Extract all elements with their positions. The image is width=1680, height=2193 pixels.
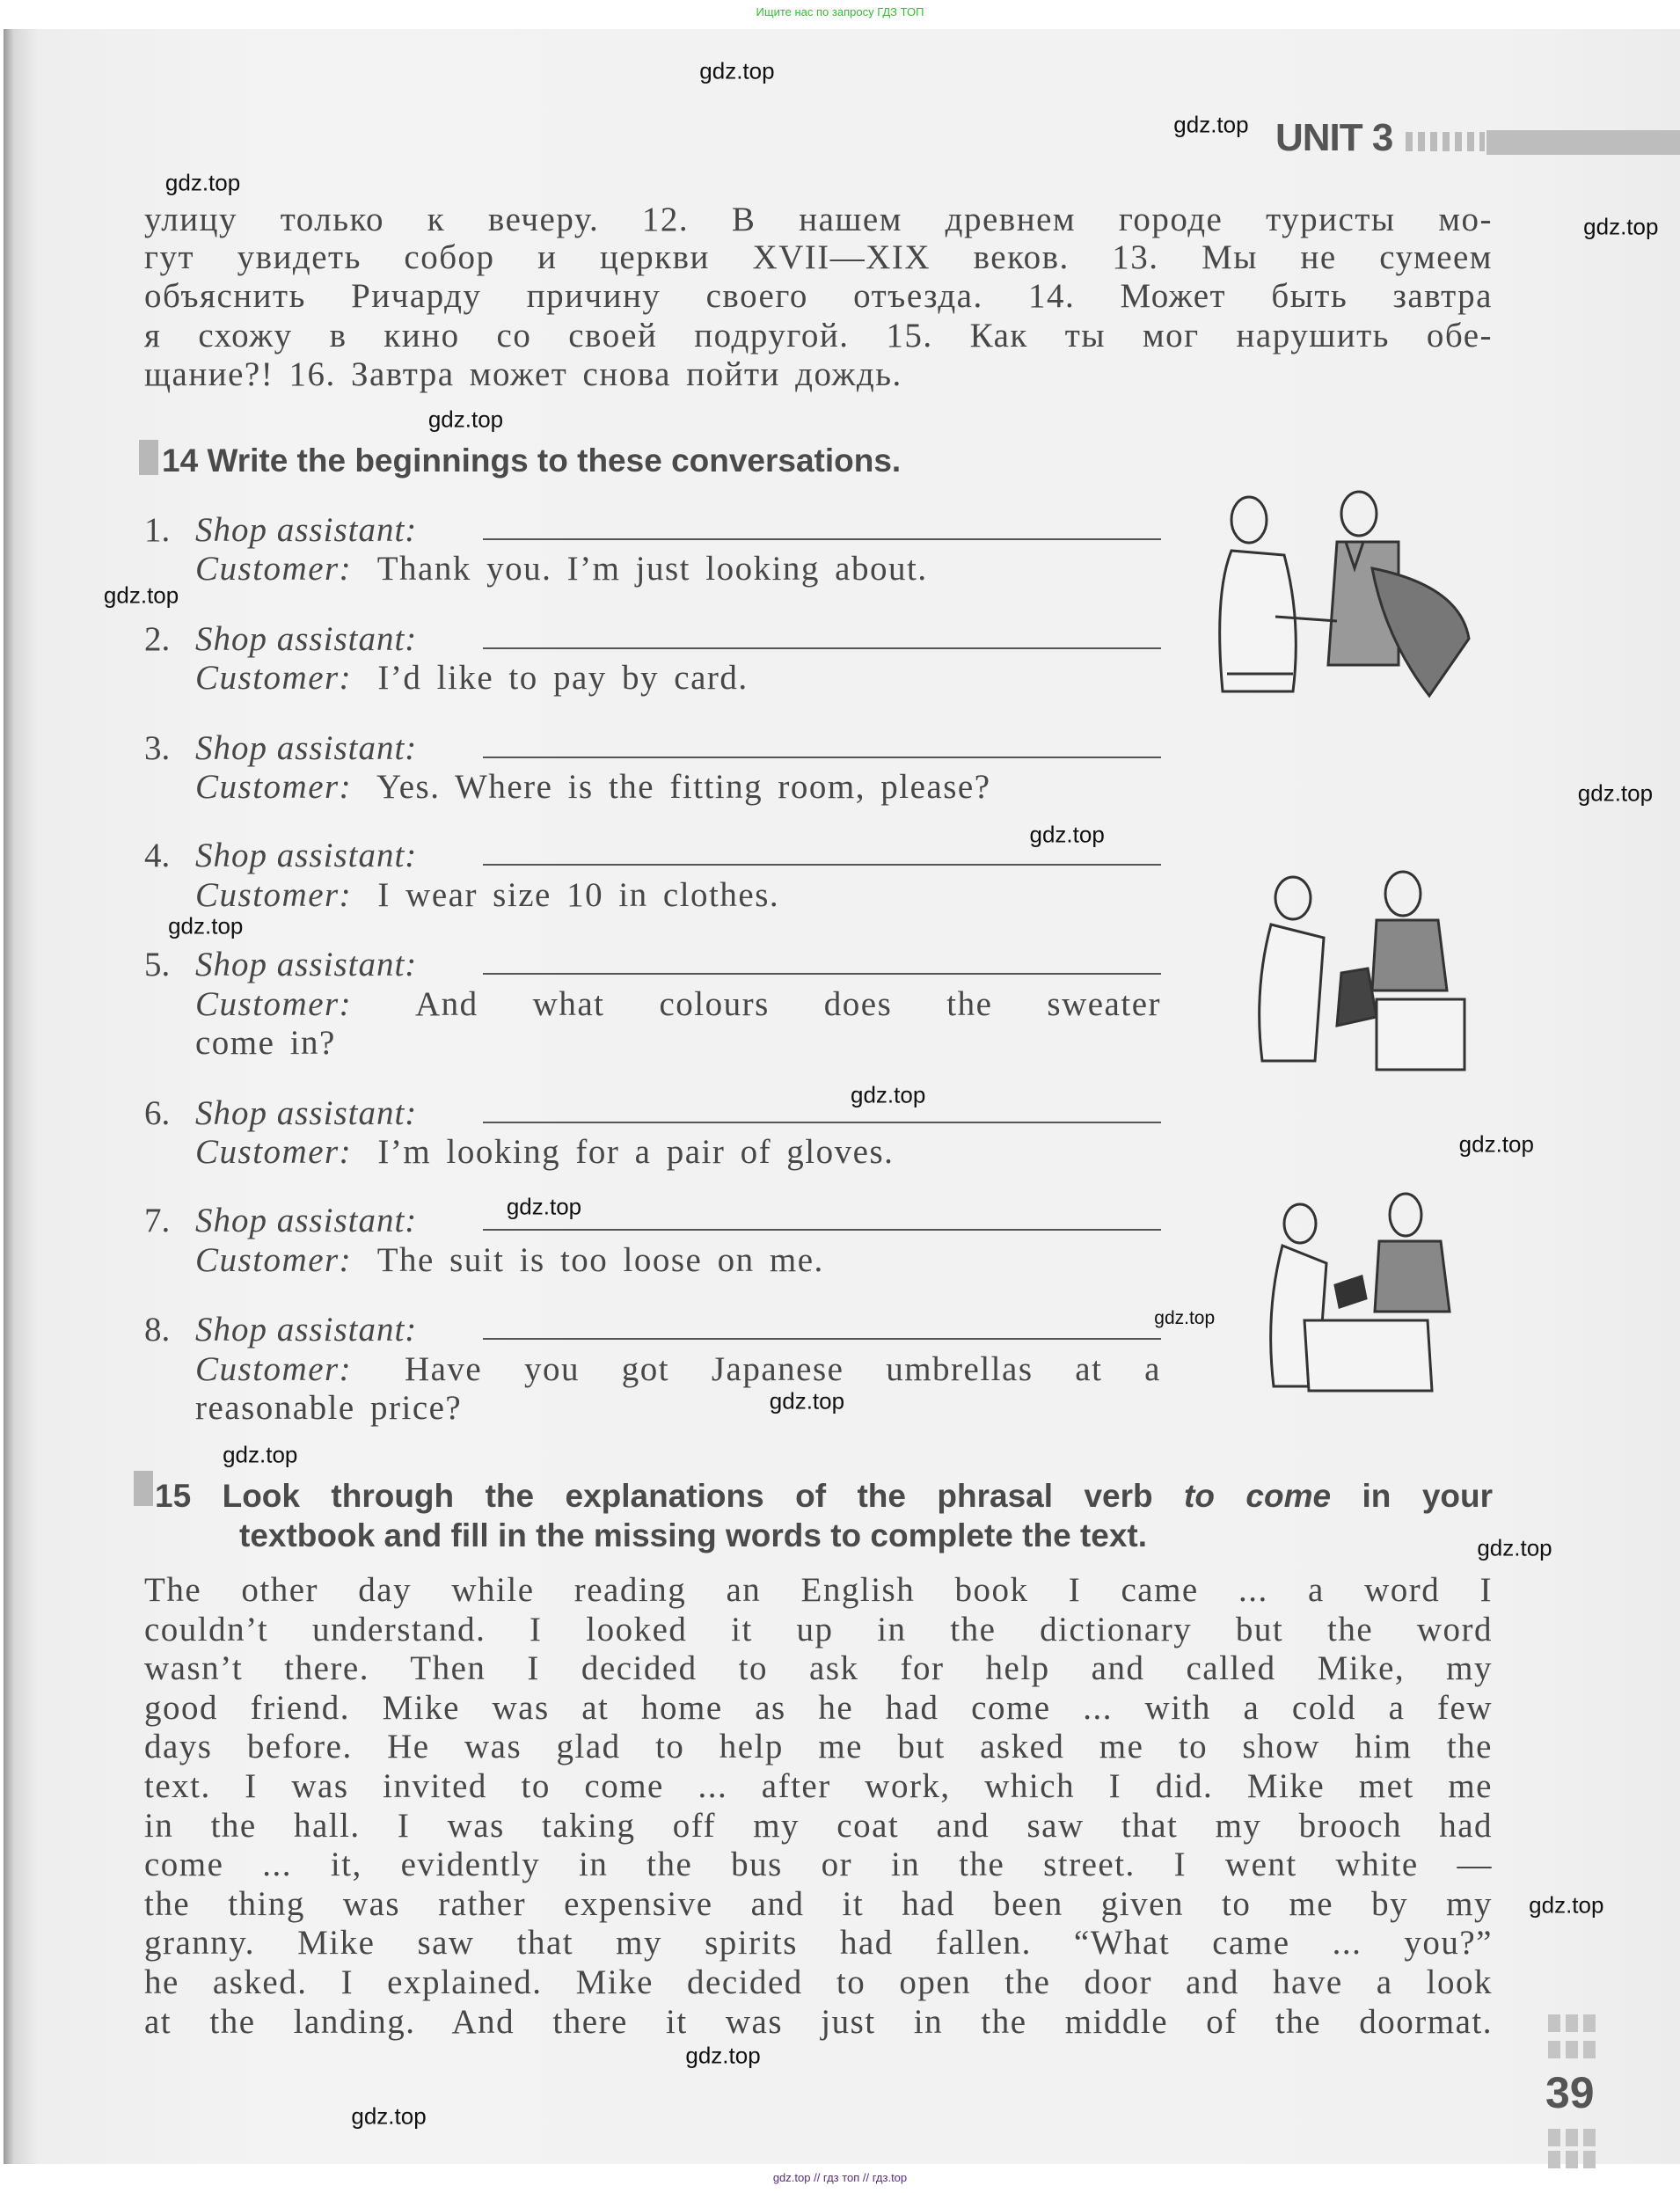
customer-line: [195, 549, 928, 588]
customer-text: I wear size 10 in clothes.: [377, 876, 780, 914]
answer-blank-line[interactable]: [483, 973, 1161, 975]
russian-line: щание?! 16. Завтра может снова пойти дождь.: [144, 355, 902, 393]
watermark: gdz.top: [1583, 213, 1659, 240]
watermark: gdz.top: [699, 57, 775, 84]
watermark: gdz.top: [103, 581, 179, 609]
exercise-title: Look through the explanations of the phrasal verb: [222, 1478, 1153, 1514]
unit-header-bar: [1486, 130, 1680, 155]
shop-assistant-label: Shop assistant:: [195, 729, 418, 767]
item-number: 5.: [144, 946, 171, 983]
russian-line: я схожу в кино со своей подругой. 15. Как ты мог нарушить обе-: [144, 317, 1493, 355]
exercise-title-emphasis: to come: [1184, 1478, 1332, 1514]
customer-label: Customer:: [195, 985, 353, 1023]
illustration-gloves-shop: [1252, 1188, 1480, 1395]
page-edge-tab: [1548, 2129, 1601, 2146]
sweater: [1337, 969, 1377, 1026]
watermark: gdz.top: [1154, 1308, 1216, 1329]
customer-line-continued: reasonable price?: [195, 1389, 463, 1427]
customer-text: I’m looking for a pair of gloves.: [377, 1133, 895, 1171]
customer-line: [195, 1132, 894, 1172]
customer-text: I’d like to pay by card.: [377, 659, 749, 697]
customer-text: The suit is too loose on me.: [376, 1241, 824, 1279]
exercise-15-heading-line2: textbook and fill in the missing words to complete the text.: [239, 1517, 1148, 1553]
exercise-15-text-line: at the landing. And there it was just in the middle of the doormat.: [144, 2002, 1493, 2041]
page-edge-tab: [1548, 2041, 1601, 2058]
customer-text: Have you got Japanese umbrellas at a: [404, 1350, 1161, 1388]
watermark: gdz.top: [223, 1441, 298, 1468]
exercise-15-text-line: come ... it, evidently in the bus or in the street. I went white —: [144, 1846, 1493, 1884]
watermark: gdz.top: [1458, 1130, 1534, 1158]
shop-assistant-label: Shop assistant:: [195, 1202, 418, 1239]
exercise-15-text-line: granny. Mike saw that my spirits had fallen. “What came ... you?”: [144, 1924, 1493, 1963]
unit-header: UNIT 3: [1275, 116, 1393, 159]
watermark: gdz.top: [506, 1193, 582, 1220]
customer-label: Customer:: [195, 768, 353, 806]
item-number: 3.: [144, 729, 171, 767]
page-edge-tab: [1548, 2014, 1601, 2032]
item-number: 4.: [144, 837, 171, 874]
item-number: 7.: [144, 1202, 171, 1239]
watermark: gdz.top: [685, 2042, 761, 2069]
customer-head: [1231, 497, 1267, 543]
customer-text: And what colours does the sweater: [415, 985, 1161, 1023]
answer-blank-line[interactable]: [483, 1122, 1161, 1123]
answer-blank-line[interactable]: [483, 1229, 1161, 1231]
shop-assistant-label: Shop assistant:: [195, 1094, 418, 1132]
exercise-14-heading: [162, 442, 901, 479]
watermark: gdz.top: [850, 1081, 926, 1108]
answer-blank-line[interactable]: [483, 757, 1161, 758]
shop-assistant-label: Shop assistant:: [195, 511, 418, 549]
customer-label: Customer:: [195, 876, 353, 914]
customer-label: Customer:: [195, 1133, 353, 1171]
answer-blank-line[interactable]: [483, 1338, 1161, 1340]
exercise-15-text-line: in the hall. I was taking off my coat and saw that my brooch had: [144, 1806, 1493, 1845]
customer-text: Thank you. I’m just looking about.: [376, 550, 928, 588]
customer-text: Yes. Where is the fitting room, please?: [376, 768, 991, 806]
exercise-number: 15: [155, 1478, 192, 1514]
russian-line: улицу только к вечеру. 12. В нашем древнем городе туристы мо-: [144, 201, 1493, 238]
item-number: 8.: [144, 1311, 171, 1349]
customer-line: [195, 658, 749, 698]
exercise-15-text-line: good friend. Mike was at home as he had come ... with a cold a few: [144, 1688, 1493, 1727]
exercise-15-text-line: wasn’t there. Then I decided to ask for help and called Mike, my: [144, 1649, 1493, 1688]
watermark: gdz.top: [1477, 1534, 1552, 1561]
gloves: [1335, 1276, 1366, 1307]
item-number: 6.: [144, 1094, 171, 1132]
watermark: gdz.top: [168, 912, 244, 939]
answer-blank-line[interactable]: [483, 538, 1161, 540]
customer-line: [195, 1349, 1161, 1389]
exercise-marker-icon: [134, 1471, 153, 1506]
exercise-15-text-line: days before. He was glad to help me but asked me to show him the: [144, 1728, 1493, 1766]
unit-header-dots: [1406, 132, 1485, 151]
customer-label: Customer:: [195, 550, 353, 588]
exercise-15-text-line: the thing was rather expensive and it had been given to me by my: [144, 1884, 1493, 1923]
watermark: gdz.top: [427, 406, 504, 433]
shop-assistant-label: Shop assistant:: [195, 620, 418, 658]
exercise-15-text-line: The other day while reading an English book I came ... a word I: [144, 1571, 1493, 1609]
page-number: 39: [1545, 2068, 1595, 2117]
watermark: gdz.top: [1173, 111, 1249, 137]
watermark: gdz.top: [164, 169, 241, 196]
customer-line: [195, 875, 779, 915]
exercise-title: in your: [1362, 1478, 1493, 1514]
shop-assistant-label: Shop assistant:: [195, 1311, 418, 1349]
russian-line: гут увидеть собор и церкви XVII—XIX веков. 13. Мы не сумеем: [144, 238, 1493, 276]
watermark: gdz.top: [1029, 821, 1105, 848]
customer-label: Customer:: [195, 659, 353, 697]
answer-blank-line[interactable]: [483, 647, 1161, 649]
exercise-15-text-line: text. I was invited to come ... after work, which I did. Mike met me: [144, 1767, 1493, 1805]
watermark: gdz.top: [1529, 1891, 1604, 1919]
exercise-marker-icon: [139, 440, 158, 475]
watermark: gdz.top: [1577, 779, 1654, 807]
shop-assistant-label: Shop assistant:: [195, 837, 418, 874]
watermark: gdz.top: [351, 2102, 427, 2130]
customer-line-continued: come in?: [195, 1024, 336, 1062]
customer-label: Customer:: [195, 1350, 353, 1388]
exercise-15-text-line: couldn’t understand. I looked it up in the dictionary but the word: [144, 1610, 1493, 1648]
bottom-banner: gdz.top // гдз топ // гдз.top: [772, 2171, 908, 2184]
customer-line: [195, 767, 991, 807]
shop-assistant-label: Shop assistant:: [195, 946, 418, 983]
exercise-15-heading: [155, 1478, 1493, 1515]
customer-label: Customer:: [195, 1241, 353, 1279]
exercise-title: Write the beginnings to these conversations.: [207, 442, 902, 479]
item-number: 2.: [144, 620, 171, 658]
customer-line: [195, 1240, 824, 1280]
exercise-number: 14: [162, 442, 199, 479]
item-number: 1.: [144, 511, 171, 549]
top-banner: Ищите нас по запросу ГДЗ ТОП: [756, 5, 924, 18]
page-edge-tab: [1548, 2151, 1601, 2168]
customer-line: [195, 984, 1161, 1024]
illustration-umbrella-shop: [1196, 489, 1486, 705]
illustration-sweater-shop: [1245, 867, 1473, 1078]
exercise-15-text-line: he asked. I explained. Mike decided to open the door and have a look: [144, 1963, 1493, 2001]
watermark: gdz.top: [769, 1387, 845, 1414]
answer-blank-line[interactable]: [483, 864, 1161, 866]
russian-line: объяснить Ричарду причину своего отъезда. 14. Может быть завтра: [144, 277, 1493, 315]
